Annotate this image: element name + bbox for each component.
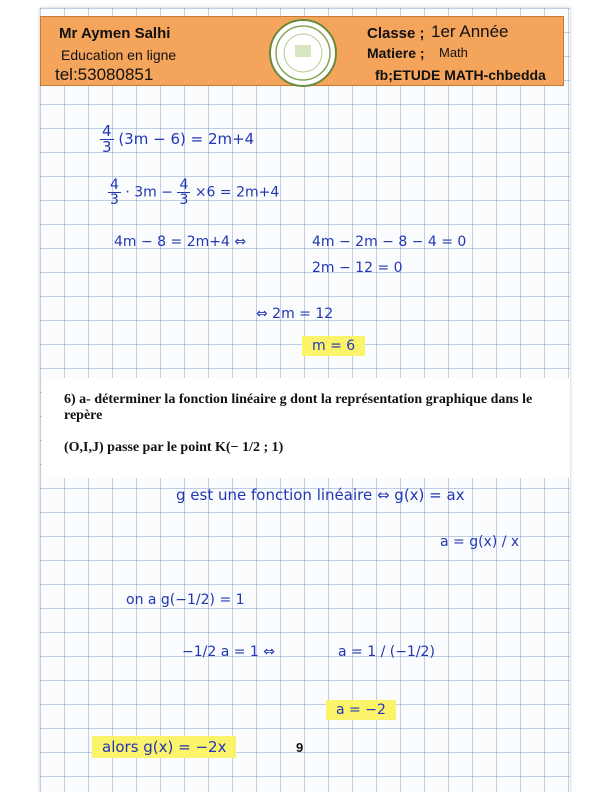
teacher-name: Mr Aymen Salhi (59, 25, 171, 42)
work-line-4: 2m − 12 = 0 (312, 260, 403, 276)
problem-line-2: (O,I,J) passe par le point K(− 1/2 ; 1) (64, 440, 284, 455)
work-line-5: ⇔ 2m = 12 (256, 306, 334, 322)
result-a: a = −2 (326, 700, 396, 720)
work-line-2: $\frac{4}{3}$ · 3m − $\frac{4}{3}$ ×6 = 2m+4 (110, 177, 280, 208)
classe-label: Classe ; (367, 25, 425, 42)
fraction: $\frac{4}{3}$ (102, 122, 112, 156)
work-line-3: 4m − 8 = 2m+4 ⇔ (114, 234, 247, 250)
result-m: m = 6 (302, 336, 365, 356)
work-line-b4b: a = 1 / (−1/2) (338, 644, 435, 660)
work-line-b1: g est une fonction linéaire ⇔ g(x) = ax (176, 486, 465, 504)
problem-line-1: 6) a- déterminer la fonction linéaire g dont la représentation graphique dans le repère (64, 392, 533, 423)
fraction: $\frac{4}{3}$ (179, 177, 189, 208)
fraction: $\frac{4}{3}$ (110, 177, 119, 208)
work-line-b4a: −1/2 a = 1 ⇔ (182, 644, 276, 660)
header-banner (40, 16, 564, 86)
work-line-1: $\frac{4}{3}$ (3m − 6) = 2m+4 (102, 122, 255, 156)
work-line-b2: a = g(x) / x (440, 534, 520, 550)
matiere-label: Matiere ; (367, 45, 425, 61)
work-line-b3: on a g(−1/2) = 1 (126, 592, 245, 608)
page-number: 9 (296, 740, 304, 755)
classe-value: 1er Année (431, 22, 509, 41)
work-line-3b: 4m − 2m − 8 − 4 = 0 (312, 234, 467, 250)
matiere-value: Math (439, 45, 468, 60)
problem-statement (42, 378, 570, 478)
education-label: Education en ligne (61, 47, 177, 63)
final-result: alors g(x) = −2x (92, 736, 236, 758)
facebook-label: fb;ETUDE MATH-chbedda (375, 67, 546, 83)
logo-seal (269, 19, 337, 87)
phone-number: tel:53080851 (55, 65, 154, 84)
